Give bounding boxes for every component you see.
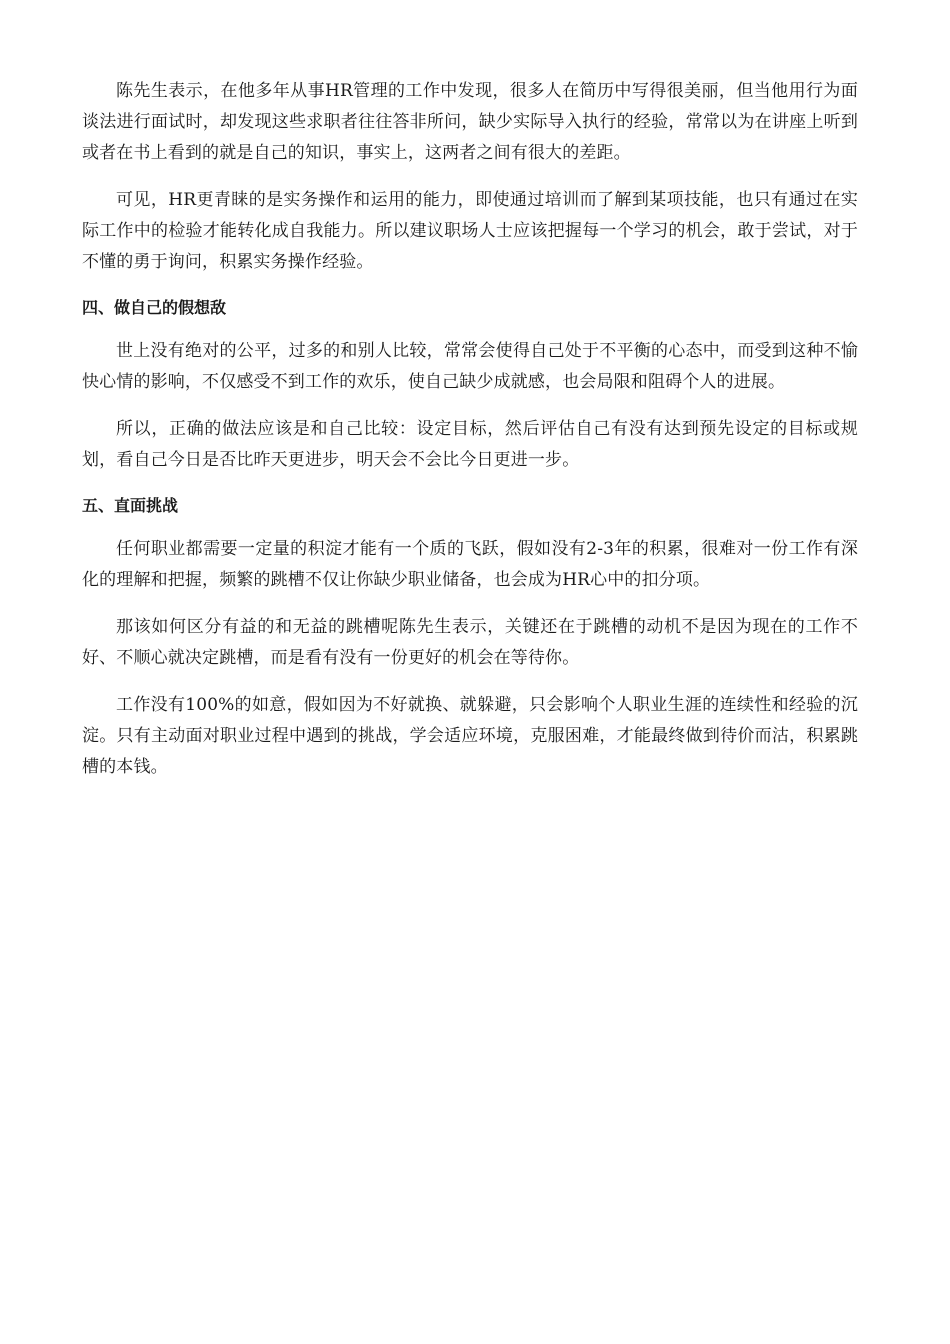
paragraph-accumulation: 任何职业都需要一定量的积淀才能有一个质的飞跃，假如没有2-3年的积累，很难对一份工作有深化的理解和把握，频繁的跳槽不仅让你缺少职业储备，也会成为HR心中的扣分项。 bbox=[82, 539, 858, 590]
paragraph-practical-ability: 可见，HR更青睐的是实务操作和运用的能力，即使通过培训而了解到某项技能，也只有通过在实际工作中的检验才能转化成自我能力。所以建议职场人士应该把握每一个学习的机会，敢于尝试，对于不懂的勇于询问，积累实务操作经验。 bbox=[82, 190, 858, 272]
paragraph-face-challenges: 工作没有100%的如意，假如因为不好就换、就躲避，只会影响个人职业生涯的连续性和经验的沉淀。只有主动面对职业过程中遇到的挑战，学会适应环境，克服困难，才能最终做到待价而沽，积累跳槽的本钱。 bbox=[82, 695, 858, 777]
document-page bbox=[82, 76, 858, 799]
paragraph-job-hopping: 那该如何区分有益的和无益的跳槽呢陈先生表示，关键还在于跳槽的动机不是因为现在的工作不好、不顺心就决定跳槽，而是看有没有一份更好的机会在等待你。 bbox=[82, 617, 858, 668]
paragraph-compare-self: 所以，正确的做法应该是和自己比较：设定目标，然后评估自己有没有达到预先设定的目标或规划，看自己今日是否比昨天更进步，明天会不会比今日更进一步。 bbox=[82, 419, 858, 470]
section-heading-4: 四、做自己的假想敌 bbox=[82, 298, 227, 317]
section-heading-5: 五、直面挑战 bbox=[82, 496, 179, 515]
paragraph-hr-experience: 陈先生表示，在他多年从事HR管理的工作中发现，很多人在简历中写得很美丽，但当他用行为面谈法进行面试时，却发现这些求职者往往答非所问，缺少实际导入执行的经验，常常以为在讲座上听到或者在书上看到的就是自己的知识，事实上，这两者之间有很大的差距。 bbox=[82, 81, 858, 163]
paragraph-fairness: 世上没有绝对的公平，过多的和别人比较，常常会使得自己处于不平衡的心态中，而受到这种不愉快心情的影响，不仅感受不到工作的欢乐，使自己缺少成就感，也会局限和阻碍个人的进展。 bbox=[82, 341, 858, 392]
